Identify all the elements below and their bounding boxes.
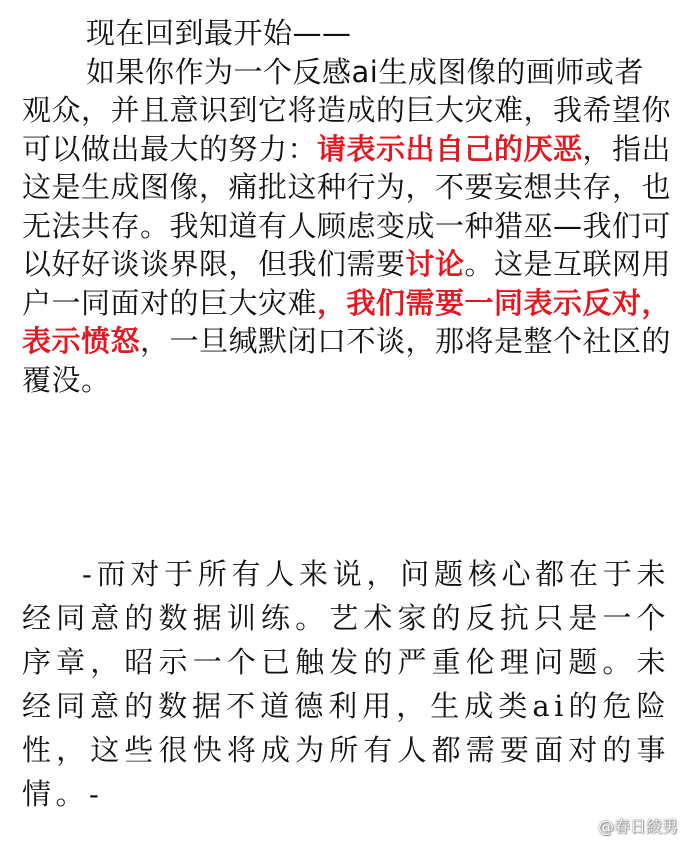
opening-section	[22, 14, 672, 399]
highlight-discuss: 讨论	[405, 247, 465, 281]
appeal-paragraph	[22, 53, 672, 400]
weibo-icon	[572, 817, 594, 835]
closing-paragraph: -而对于所有人来说，问题核心都在于未经同意的数据训练。艺术家的反抗只是一个序章，昭示一个已触发的严重伦理问题。未经同意的数据不道德利用，生成类ai的危险性，这些很快将成为所有人都需要面对的事情。-	[22, 557, 670, 811]
highlight-oppose-together: ，我们需要一同表示反对，表示愤怒	[22, 285, 672, 358]
highlight-express-disgust: 请表示出自己的厌恶	[317, 131, 583, 166]
section-heading: 现在回到最开始——	[86, 16, 352, 50]
appeal-text-3: 。这是互联网用户一同面对的巨大灾难	[22, 247, 672, 320]
appeal-text-4: ，一旦缄默闭口不谈，那将是整个社区的覆没。	[22, 324, 672, 397]
watermark-handle: @春日綾男	[597, 817, 678, 836]
closing-section	[22, 552, 670, 816]
appeal-text-1: 如果你作为一个反感ai生成图像的画师或者观众，并且意识到它将造成的巨大灾难，我希望你可以做出最大的努力：	[22, 54, 672, 166]
appeal-text-2: ，指出这是生成图像，痛批这种行为，不要妄想共存，也无法共存。我知道有人顾虑变成一种猎巫—我们可以好好谈谈界限，但我们需要	[22, 131, 672, 281]
weibo-watermark	[572, 814, 678, 837]
